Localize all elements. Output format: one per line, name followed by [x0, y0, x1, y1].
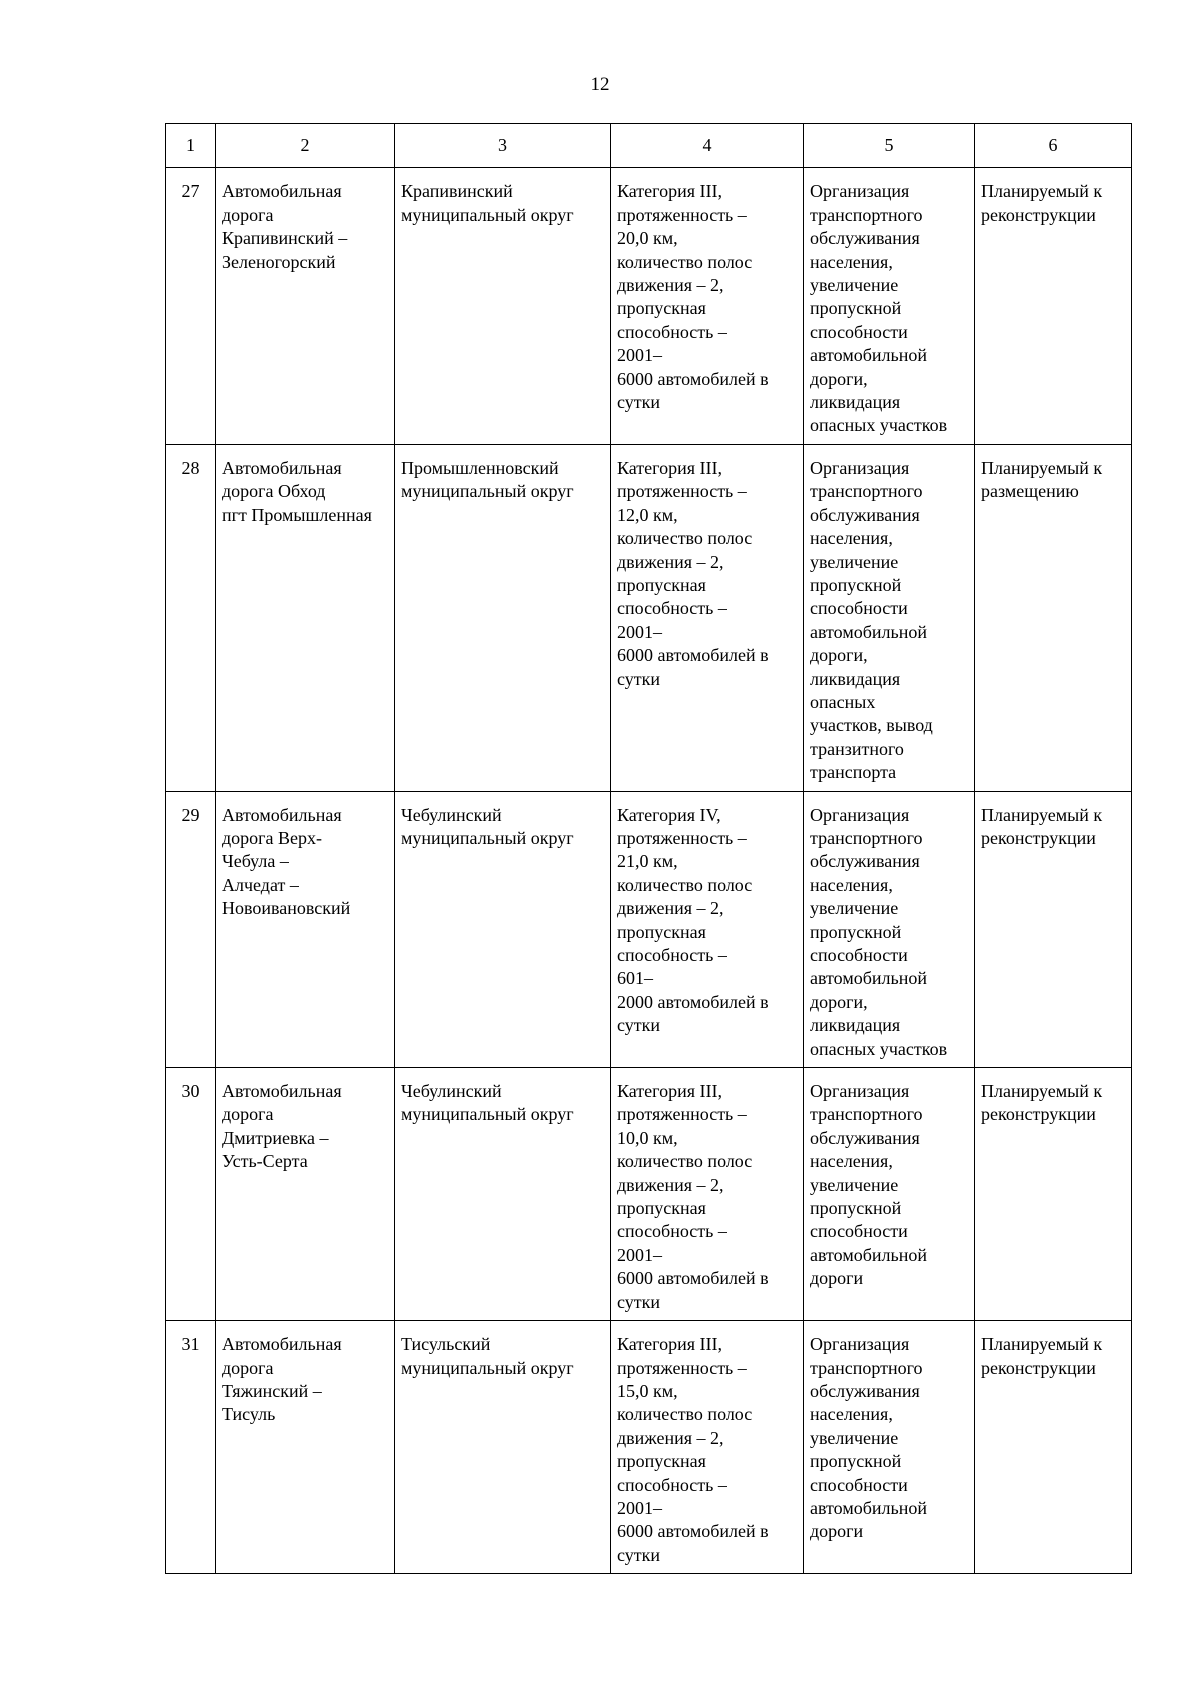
cell-line: Промышленновский	[401, 457, 559, 478]
cell-line: Крапивинский –	[222, 228, 348, 249]
purpose-cell	[804, 444, 975, 791]
cell-line: способность –	[617, 598, 727, 619]
cell-line: Чебулинский	[401, 1081, 502, 1102]
cell-line: Чебула –	[222, 851, 289, 872]
cell-line: 12,0 км,	[617, 504, 678, 525]
cell-line: обслуживания	[810, 851, 920, 872]
parameters-cell	[611, 1068, 804, 1321]
cell-line: пропускная	[617, 1451, 706, 1472]
cell-line: ликвидация	[810, 392, 901, 413]
cell-line: протяженность –	[617, 1357, 747, 1378]
cell-line: Автомобильная	[222, 1334, 342, 1355]
cell-line: опасных участков	[810, 415, 948, 436]
purpose-cell	[804, 791, 975, 1067]
cell-line: движения – 2,	[617, 275, 724, 296]
page-number: 12	[590, 74, 610, 95]
cell-line: 6000 автомобилей в	[617, 645, 769, 666]
cell-line: способности	[810, 945, 908, 965]
cell-line: 21,0 км,	[617, 851, 678, 872]
cell-line: 10,0 км,	[617, 1127, 678, 1148]
cell-line: количество полос	[617, 251, 753, 272]
cell-line: Организация	[810, 181, 910, 202]
cell-line: обслуживания	[810, 228, 920, 249]
cell-line: протяженность –	[617, 481, 747, 502]
cell-line: количество полос	[617, 1404, 753, 1425]
cell-line: протяженность –	[617, 1104, 747, 1125]
cell-line: реконструкции	[981, 1104, 1096, 1125]
cell-line: Автомобильная	[222, 457, 342, 478]
parameters-cell	[611, 444, 804, 791]
cell-line: дорога	[222, 1104, 274, 1125]
cell-line: муниципальный округ	[401, 1357, 574, 1378]
column-header-1: 1	[166, 124, 216, 168]
cell-line: сутки	[617, 392, 660, 413]
column-header-4: 4	[611, 124, 804, 168]
cell-line: автомобильной	[810, 621, 927, 642]
cell-line: сутки	[617, 1015, 660, 1036]
row-number-cell: 31	[166, 1321, 216, 1574]
cell-line: пропускная	[617, 574, 706, 595]
cell-line: пгт Промышленная	[222, 504, 372, 525]
cell-line: 6000 автомобилей в	[617, 1521, 769, 1542]
row-number-cell: 27	[166, 168, 216, 444]
cell-line: движения – 2,	[617, 1427, 724, 1448]
cell-line: Планируемый к	[981, 1081, 1103, 1102]
cell-line: дороги	[810, 1521, 864, 1542]
cell-line: Алчедат –	[222, 874, 299, 895]
cell-line: Планируемый к	[981, 804, 1103, 825]
column-header-3: 3	[395, 124, 611, 168]
cell-line: движения – 2,	[617, 1174, 724, 1195]
cell-line: транспортного	[810, 204, 923, 225]
table-header	[166, 124, 1132, 168]
cell-line: обслуживания	[810, 1380, 920, 1401]
cell-line: дорога Обход	[222, 481, 326, 502]
cell-line: Тяжинский –	[222, 1380, 322, 1401]
cell-line: Крапивинский	[401, 181, 513, 202]
cell-line: обслуживания	[810, 504, 920, 525]
cell-line: ликвидация	[810, 668, 901, 689]
district-cell	[395, 1321, 611, 1574]
cell-line: пропускной	[810, 921, 902, 942]
purpose-cell	[804, 1068, 975, 1321]
cell-line: Автомобильная	[222, 1081, 342, 1102]
cell-line: транспортного	[810, 1357, 923, 1378]
cell-line: количество полос	[617, 1151, 753, 1172]
district-cell	[395, 168, 611, 444]
cell-line: увеличение	[810, 275, 899, 296]
cell-line: 2001–	[617, 1244, 662, 1265]
row-number-cell: 28	[166, 444, 216, 791]
cell-line: пропускной	[810, 574, 902, 595]
cell-line: Категория III,	[617, 181, 722, 202]
cell-line: пропускной	[810, 298, 902, 319]
cell-line: дорога	[222, 204, 274, 225]
district-cell	[395, 791, 611, 1067]
cell-line: 2001–	[617, 345, 662, 366]
cell-line: автомобильной	[810, 968, 927, 989]
cell-line: населения,	[810, 1404, 893, 1425]
cell-line: Категория III,	[617, 1334, 722, 1355]
cell-line: 6000 автомобилей в	[617, 1268, 769, 1289]
cell-line: увеличение	[810, 1427, 899, 1448]
cell-line: муниципальный округ	[401, 827, 574, 848]
cell-line: автомобильной	[810, 345, 927, 366]
cell-line: Автомобильная	[222, 181, 342, 202]
cell-line: Категория IV,	[617, 804, 721, 825]
cell-line: Категория III,	[617, 1081, 722, 1102]
cell-line: увеличение	[810, 551, 899, 572]
cell-line: сутки	[617, 1544, 660, 1565]
cell-line: транспортного	[810, 481, 923, 502]
cell-line: Организация	[810, 804, 910, 825]
table-row	[166, 1321, 1132, 1574]
cell-line: пропускной	[810, 1451, 902, 1472]
cell-line: Планируемый к	[981, 457, 1103, 478]
cell-line: способности	[810, 321, 908, 342]
cell-line: транспорта	[810, 762, 897, 783]
cell-line: дороги	[810, 1268, 864, 1289]
cell-line: Автомобильная	[222, 804, 342, 825]
cell-line: дорога	[222, 1357, 274, 1378]
cell-line: опасных участков	[810, 1038, 948, 1059]
status-cell	[975, 168, 1132, 444]
cell-line: Тисуль	[222, 1404, 276, 1425]
row-number-cell: 29	[166, 791, 216, 1067]
cell-line: обслуживания	[810, 1127, 920, 1148]
cell-line: способность –	[617, 1474, 727, 1495]
cell-line: увеличение	[810, 1174, 899, 1195]
cell-line: 2000 автомобилей в	[617, 991, 769, 1012]
cell-line: 6000 автомобилей в	[617, 368, 769, 389]
road-name-cell	[216, 444, 395, 791]
cell-line: пропускная	[617, 1198, 706, 1219]
cell-line: населения,	[810, 251, 893, 272]
cell-line: реконструкции	[981, 827, 1096, 848]
cell-line: Категория III,	[617, 457, 722, 478]
cell-line: транзитного	[810, 738, 904, 759]
status-cell	[975, 1068, 1132, 1321]
cell-line: способность –	[617, 1221, 727, 1242]
column-header-5: 5	[804, 124, 975, 168]
cell-line: муниципальный округ	[401, 204, 574, 225]
cell-line: Организация	[810, 1081, 910, 1102]
cell-line: сутки	[617, 668, 660, 689]
cell-line: движения – 2,	[617, 898, 724, 919]
table-body	[166, 168, 1132, 1574]
cell-line: 20,0 км,	[617, 228, 678, 249]
cell-line: пропускная	[617, 921, 706, 942]
road-name-cell	[216, 1068, 395, 1321]
cell-line: транспортного	[810, 827, 923, 848]
table-row	[166, 168, 1132, 444]
cell-line: 15,0 км,	[617, 1380, 678, 1401]
cell-line: 601–	[617, 968, 653, 989]
cell-line: размещению	[981, 481, 1079, 502]
cell-line: дороги,	[810, 645, 868, 666]
column-header-2: 2	[216, 124, 395, 168]
cell-line: участков, вывод	[810, 715, 933, 736]
cell-line: населения,	[810, 874, 893, 895]
cell-line: Планируемый к	[981, 1334, 1103, 1355]
cell-line: Тисульский	[401, 1334, 491, 1355]
table-row	[166, 444, 1132, 791]
cell-line: Чебулинский	[401, 804, 502, 825]
cell-line: способность –	[617, 321, 727, 342]
column-header-6: 6	[975, 124, 1132, 168]
parameters-cell	[611, 791, 804, 1067]
cell-line: Организация	[810, 457, 910, 478]
cell-line: 2001–	[617, 1497, 662, 1518]
cell-line: Новоивановский	[222, 898, 351, 919]
table-row	[166, 1068, 1132, 1321]
district-cell	[395, 1068, 611, 1321]
header-row	[166, 124, 1132, 168]
cell-line: дорога Верх-	[222, 827, 323, 848]
cell-line: транспортного	[810, 1104, 923, 1125]
cell-line: населения,	[810, 1151, 893, 1172]
cell-line: муниципальный округ	[401, 481, 574, 502]
cell-line: движения – 2,	[617, 551, 724, 572]
cell-line: способности	[810, 1474, 908, 1495]
cell-line: протяженность –	[617, 827, 747, 848]
cell-line: дороги,	[810, 991, 868, 1012]
cell-line: количество полос	[617, 528, 753, 549]
road-name-cell	[216, 791, 395, 1067]
roads-table	[165, 123, 1132, 1574]
cell-line: опасных	[810, 691, 876, 712]
cell-line: Организация	[810, 1334, 910, 1355]
status-cell	[975, 444, 1132, 791]
cell-line: Усть-Серта	[222, 1151, 308, 1172]
cell-line: муниципальный округ	[401, 1104, 574, 1125]
table-row	[166, 791, 1132, 1067]
cell-line: Зеленогорский	[222, 251, 336, 272]
cell-line: автомобильной	[810, 1497, 927, 1518]
cell-line: Дмитриевка –	[222, 1127, 329, 1148]
row-number-cell: 30	[166, 1068, 216, 1321]
road-name-cell	[216, 1321, 395, 1574]
purpose-cell	[804, 1321, 975, 1574]
cell-line: увеличение	[810, 898, 899, 919]
cell-line: способности	[810, 1221, 908, 1242]
status-cell	[975, 1321, 1132, 1574]
cell-line: протяженность –	[617, 204, 747, 225]
cell-line: способности	[810, 598, 908, 619]
status-cell	[975, 791, 1132, 1067]
parameters-cell	[611, 168, 804, 444]
district-cell	[395, 444, 611, 791]
cell-line: автомобильной	[810, 1244, 927, 1265]
cell-line: 2001–	[617, 621, 662, 642]
cell-line: пропускной	[810, 1198, 902, 1219]
road-name-cell	[216, 168, 395, 444]
cell-line: способность –	[617, 945, 727, 965]
parameters-cell	[611, 1321, 804, 1574]
cell-line: количество полос	[617, 874, 753, 895]
cell-line: сутки	[617, 1291, 660, 1312]
cell-line: дороги,	[810, 368, 868, 389]
cell-line: пропускная	[617, 298, 706, 319]
cell-line: населения,	[810, 528, 893, 549]
cell-line: реконструкции	[981, 1357, 1096, 1378]
cell-line: ликвидация	[810, 1015, 901, 1036]
cell-line: реконструкции	[981, 204, 1096, 225]
purpose-cell	[804, 168, 975, 444]
cell-line: Планируемый к	[981, 181, 1103, 202]
